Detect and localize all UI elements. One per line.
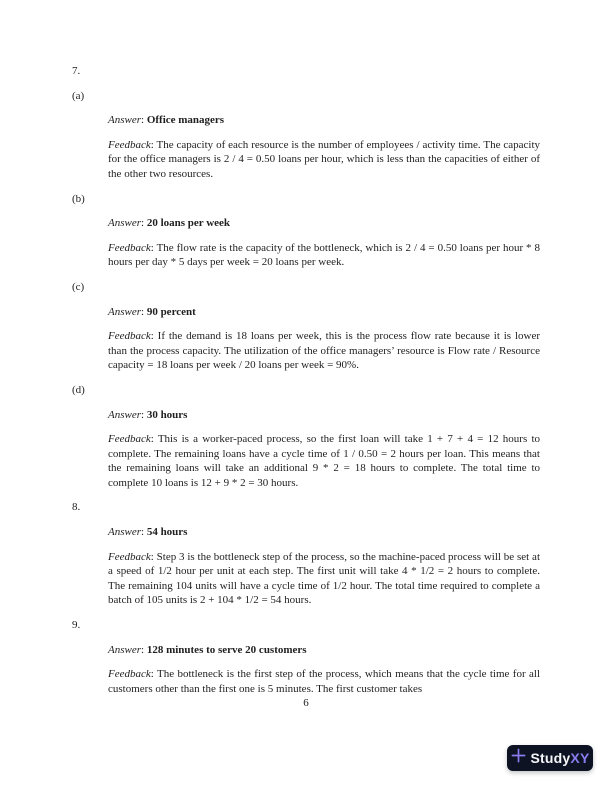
feedback-label: Feedback	[108, 550, 151, 563]
separator: :	[141, 408, 147, 421]
separator: :	[141, 114, 147, 127]
page-number: 6	[303, 697, 309, 709]
answer-label: Answer	[108, 305, 141, 318]
feedback-paragraph	[108, 241, 540, 270]
feedback-text: The flow rate is the capacity of the bottleneck, which is 2 / 4 = 0.50 loans per hour * 8 hours per day * 5 days per week = 20 loans per week.	[108, 241, 540, 269]
question-9-body	[72, 643, 540, 697]
answer-text: 90 percent	[146, 305, 196, 318]
answer-label: Answer	[108, 526, 141, 539]
brand-text-accent: XY	[570, 750, 590, 766]
feedback-paragraph	[108, 432, 540, 490]
plus-icon	[511, 748, 526, 768]
answer-line	[108, 525, 540, 540]
separator: :	[141, 217, 147, 230]
feedback-text: The bottleneck is the first step of the process, which means that the cycle time for all customers other than the first one is 5 minutes. The first customer takes	[108, 668, 541, 695]
feedback-text: Step 3 is the bottleneck step of the process, so the machine-paced process will be set at a speed of 1/2 hour per unit at each step. The first unit will take 4 * 1/2 = 2 hours to complete. The remaining 104 units will have a cycle time of 1/2 hour. The total time required to complete a batch of 105 units is 2 + 104 * 1/2 = 54 hours.	[108, 550, 540, 607]
brand-wordmark	[531, 750, 590, 766]
question-7-part-a	[72, 89, 540, 182]
answer-text: 54 hours	[146, 526, 188, 539]
part-label-b: (b)	[72, 192, 85, 205]
separator: :	[141, 643, 147, 656]
answer-text: 30 hours	[146, 408, 188, 421]
brand-text-primary: Study	[530, 750, 571, 766]
question-number-9: 9.	[72, 619, 81, 632]
feedback-paragraph	[108, 138, 540, 182]
separator: :	[150, 138, 157, 151]
answer-label: Answer	[108, 114, 141, 127]
question-7-part-c	[72, 280, 540, 373]
studyxy-logo	[507, 745, 593, 771]
separator: :	[150, 433, 158, 446]
answer-line	[108, 113, 540, 128]
feedback-text: If the demand is 18 loans per week, this is the process flow rate because it is lower than the process capacity. The utilization of the office managers’ resource is Flow rate / Resource capacity = 18 loans per week / 20 loans per week = 90%.	[108, 330, 540, 372]
answer-text: 128 minutes to serve 20 customers	[146, 643, 307, 656]
answer-text: 20 loans per week	[146, 217, 231, 230]
feedback-paragraph	[108, 667, 540, 696]
question-number-8: 8.	[72, 501, 81, 514]
separator: :	[141, 526, 147, 539]
answer-line	[108, 643, 540, 658]
feedback-label: Feedback	[108, 241, 151, 254]
answer-line	[108, 408, 540, 423]
answer-line	[108, 305, 540, 320]
answer-key-content	[72, 64, 540, 706]
feedback-paragraph	[108, 550, 540, 608]
answer-label: Answer	[108, 643, 141, 656]
question-7-part-b	[72, 192, 540, 270]
question-7-part-d	[72, 383, 540, 491]
feedback-label: Feedback	[108, 138, 151, 151]
separator: :	[150, 668, 157, 681]
part-label-d: (d)	[72, 383, 85, 396]
separator: :	[150, 330, 158, 343]
feedback-label: Feedback	[108, 668, 151, 681]
feedback-text: This is a worker-paced process, so the first loan will take 1 + 7 + 4 = 12 hours to complete. The remaining loans have a cycle time of 1 / 0.50 = 2 hours per loan. This means that the remaining loans will take an additional 9 * 2 = 18 hours to complete. The total time to complete 10 loans is 12 + 9 * 2 = 30 hours.	[108, 433, 540, 489]
answer-text: Office managers	[146, 114, 225, 127]
separator: :	[150, 241, 157, 254]
answer-label: Answer	[108, 408, 141, 421]
separator: :	[141, 305, 147, 318]
feedback-label: Feedback	[108, 433, 151, 446]
answer-line	[108, 216, 540, 231]
separator: :	[150, 550, 157, 563]
question-8-body	[72, 525, 540, 608]
part-label-a: (a)	[72, 89, 85, 102]
feedback-paragraph	[108, 329, 540, 373]
part-label-c: (c)	[72, 280, 85, 293]
answer-label: Answer	[108, 217, 141, 230]
feedback-label: Feedback	[108, 330, 151, 343]
feedback-text: The capacity of each resource is the number of employees / activity time. The capacity for the office managers is 2 / 4 = 0.50 loans per hour, which is less than the capacities of either of the other two resources.	[108, 138, 540, 180]
question-number-7: 7.	[72, 65, 81, 77]
